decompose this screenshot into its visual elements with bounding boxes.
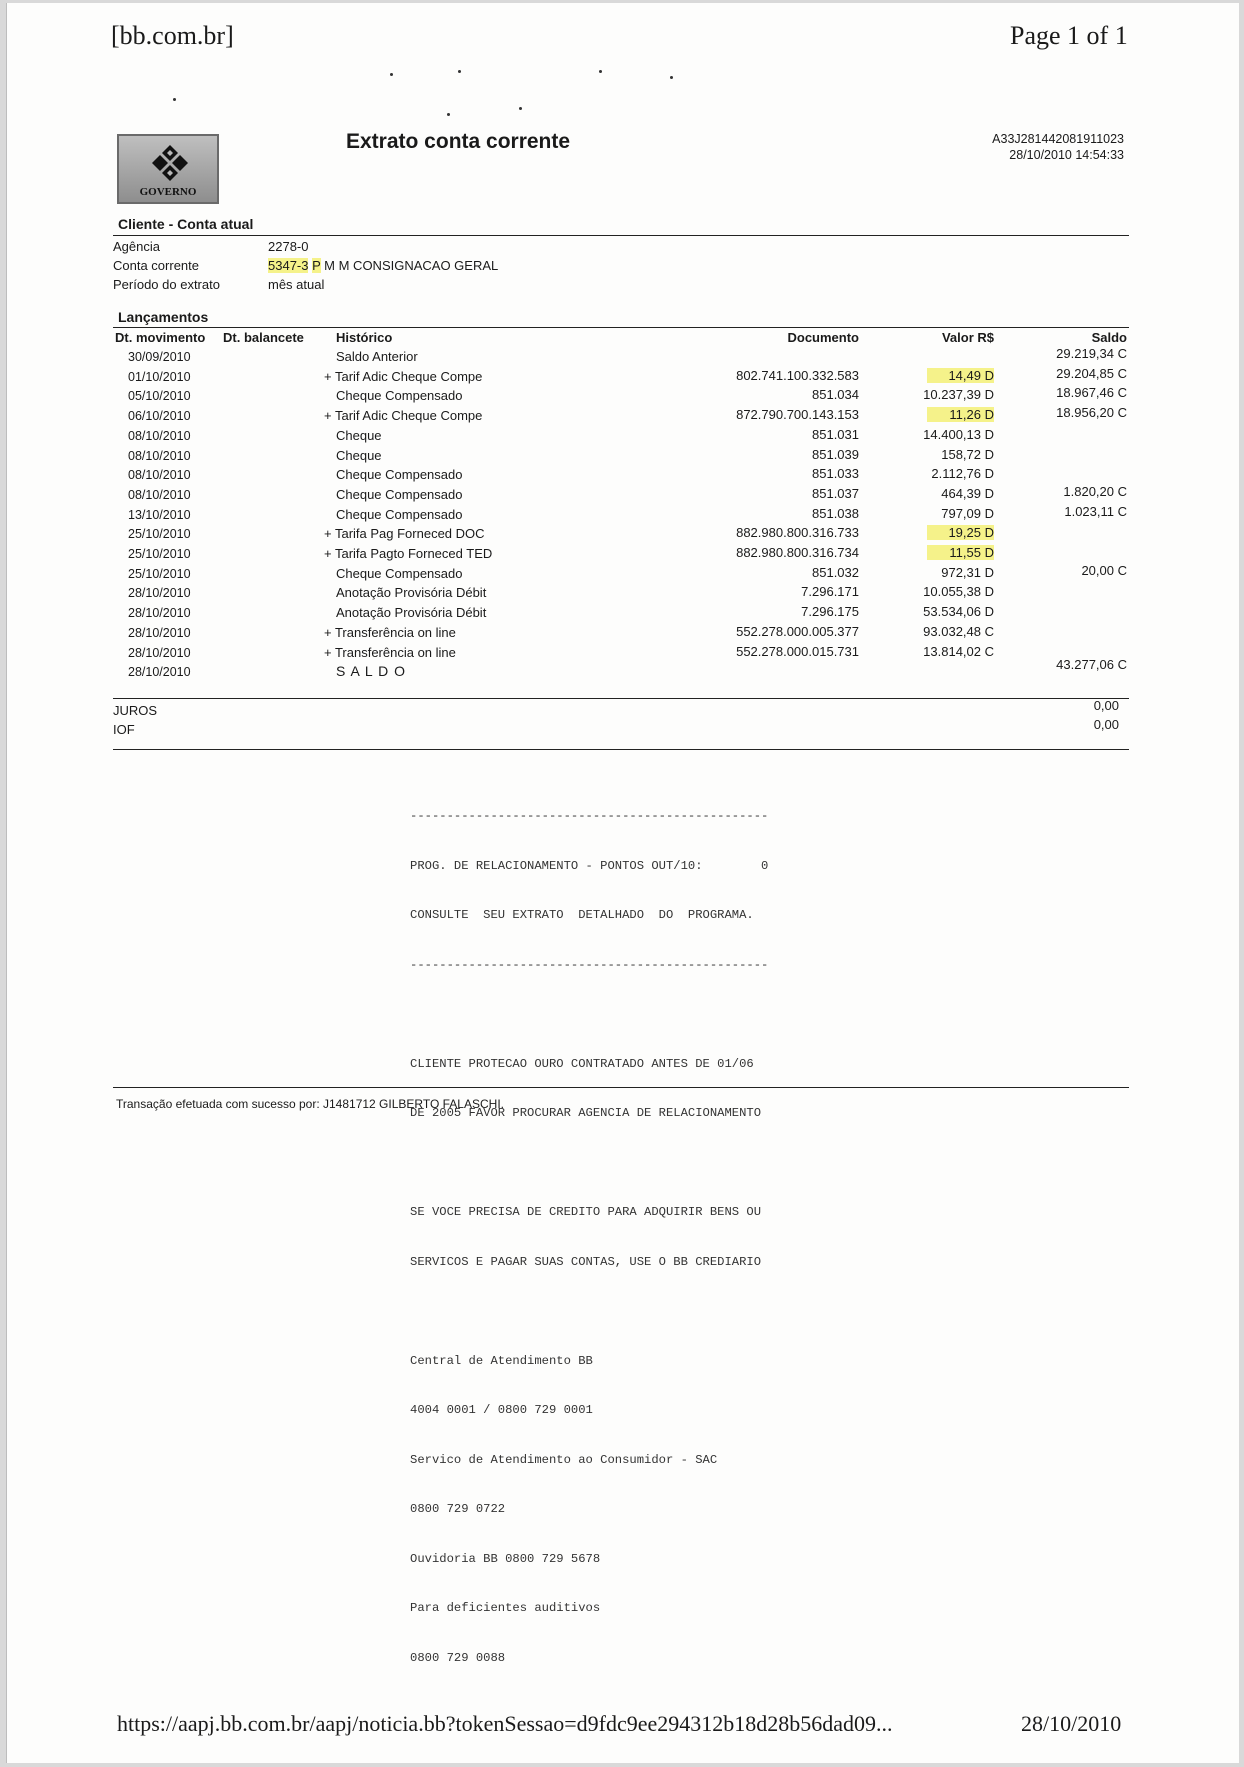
row-date: 08/10/2010 <box>128 468 191 483</box>
row-saldo: 18.967,46 C <box>1056 385 1127 401</box>
message-line: Ouvidoria BB 0800 729 5678 <box>410 1551 601 1566</box>
message-line: Central de Atendimento BB <box>410 1353 593 1368</box>
agencia-label: Agência <box>113 239 160 254</box>
divider <box>113 235 1129 236</box>
row-date: 13/10/2010 <box>128 507 191 522</box>
row-date: 28/10/2010 <box>128 606 191 621</box>
row-valor: 11,26 D <box>927 407 994 422</box>
scan-speck <box>173 98 176 101</box>
iof-label: IOF <box>113 722 135 737</box>
row-date: 30/09/2010 <box>128 350 191 364</box>
document-datetime: 28/10/2010 14:54:33 <box>1009 148 1124 162</box>
row-historico: + Tarif Adic Cheque Compe <box>324 408 483 424</box>
message-line: SERVICOS E PAGAR SUAS CONTAS, USE O BB CREDIARIO <box>410 1254 762 1269</box>
row-historico: Cheque <box>336 427 382 443</box>
row-documento: 851.034 <box>812 387 859 403</box>
header-valor: Valor R$ <box>941 330 994 345</box>
row-historico: + Transferência on line <box>324 624 456 640</box>
message-line: 0800 729 0088 <box>410 1650 506 1665</box>
row-date: 28/10/2010 <box>128 625 191 640</box>
header-dt-movimento: Dt. movimento <box>115 330 206 345</box>
message-line <box>410 1155 768 1172</box>
periodo-label: Período do extrato <box>113 277 220 292</box>
bank-logo <box>117 134 219 204</box>
print-footer-url: https://aapj.bb.com.br/aapj/noticia.bb?tokenSessao=d9fdc9ee294312b18d28b56dad09... <box>117 1711 893 1736</box>
agencia-value: 2278-0 <box>268 239 309 254</box>
message-line <box>410 1303 768 1320</box>
row-documento: 851.038 <box>812 505 859 521</box>
row-documento: 851.031 <box>812 426 859 442</box>
row-date: 28/10/2010 <box>128 586 191 601</box>
row-documento: 851.037 <box>812 485 859 501</box>
message-line: SE VOCE PRECISA DE CREDITO PARA ADQUIRIR BENS OU <box>410 1205 762 1219</box>
message-line: CONSULTE SEU EXTRATO DETALHADO DO PROGRAMA. <box>410 908 754 922</box>
row-documento: 851.039 <box>812 446 859 462</box>
periodo-value: mês atual <box>268 277 325 292</box>
document-id: A33J281442081911023 <box>992 132 1124 146</box>
divider <box>113 749 1129 750</box>
document-code <box>992 131 1124 163</box>
row-date: 25/10/2010 <box>128 547 191 561</box>
message-line <box>410 1006 768 1023</box>
row-valor: 10.237,39 D <box>923 387 994 403</box>
row-saldo: 1.023,11 C <box>1064 503 1127 519</box>
row-valor: 53.534,06 D <box>923 604 994 620</box>
row-valor: 14.400,13 D <box>923 426 994 442</box>
lancamentos-title: Lançamentos <box>118 309 209 325</box>
row-documento: 882.980.800.316.733 <box>736 525 859 541</box>
row-date: 05/10/2010 <box>128 389 191 404</box>
header-documento: Documento <box>787 330 859 345</box>
row-historico: Anotação Provisória Débit <box>336 585 487 601</box>
message-line: Servico de Atendimento ao Consumidor - SAC <box>410 1452 718 1467</box>
row-saldo: 43.277,06 C <box>1056 657 1127 673</box>
scan-speck <box>447 113 450 116</box>
scan-speck <box>390 73 393 76</box>
message-line: 4004 0001 / 0800 729 0001 <box>410 1403 593 1417</box>
row-documento: 882.980.800.316.734 <box>736 545 859 560</box>
divider <box>113 698 1129 699</box>
messages-block <box>410 775 768 1699</box>
row-historico: + Tarif Adic Cheque Compe <box>324 368 483 384</box>
row-historico: Cheque Compensado <box>336 486 463 502</box>
conta-number: 5347-3 <box>268 258 309 273</box>
row-historico: Anotação Provisória Débit <box>336 605 487 621</box>
row-historico: S A L D O <box>336 663 406 680</box>
message-line: CLIENTE PROTECAO OURO CONTRATADO ANTES DE 01/06 <box>410 1056 754 1071</box>
row-date: 25/10/2010 <box>128 566 191 581</box>
message-line: Para deficientes auditivos <box>410 1601 601 1615</box>
message-line: DE 2005 FAVOR PROCURAR AGENCIA DE RELACIONAMENTO <box>410 1106 762 1120</box>
statement-page <box>6 3 1239 1763</box>
row-date: 01/10/2010 <box>128 369 191 384</box>
message-line: ------------------------------------------------- <box>410 809 769 823</box>
row-historico: Saldo Anterior <box>336 349 418 364</box>
divider <box>113 1087 1129 1088</box>
row-date: 06/10/2010 <box>128 409 191 424</box>
row-historico: + Tarifa Pagto Forneced TED <box>324 546 493 561</box>
row-saldo: 29.219,34 C <box>1056 346 1127 361</box>
juros-label: JUROS <box>113 703 158 718</box>
row-date: 28/10/2010 <box>128 645 191 660</box>
row-valor: 158,72 D <box>941 446 994 462</box>
row-documento: 851.032 <box>812 564 859 580</box>
row-valor: 972,31 D <box>941 564 994 580</box>
row-documento: 552.278.000.015.731 <box>736 643 859 659</box>
client-section-title: Cliente - Conta atual <box>118 216 254 232</box>
row-valor: 93.032,48 C <box>923 623 994 639</box>
row-valor: 14,49 D <box>927 368 994 383</box>
juros-value: 0,00 <box>1093 698 1119 713</box>
row-historico: Cheque <box>336 447 382 463</box>
row-documento: 872.790.700.143.153 <box>736 407 859 423</box>
page-title: Extrato conta corrente <box>346 130 571 153</box>
logo-text: GOVERNO <box>139 186 197 198</box>
row-saldo: 1.820,20 C <box>1063 483 1127 499</box>
print-footer-date: 28/10/2010 <box>1021 1711 1122 1736</box>
conta-value <box>268 258 498 273</box>
row-date: 28/10/2010 <box>128 665 191 680</box>
row-saldo: 29.204,85 C <box>1056 365 1127 381</box>
row-date: 25/10/2010 <box>128 527 191 542</box>
row-documento: 802.741.100.332.583 <box>736 367 859 383</box>
row-date: 08/10/2010 <box>128 428 191 443</box>
bb-logo-icon <box>151 144 189 182</box>
row-historico: Cheque Compensado <box>336 565 463 581</box>
row-historico: + Tarifa Pag Forneced DOC <box>324 526 485 542</box>
row-historico: Cheque Compensado <box>336 388 463 404</box>
header-dt-balancete: Dt. balancete <box>223 330 304 345</box>
row-date: 08/10/2010 <box>128 448 191 463</box>
row-valor: 11,55 D <box>927 545 994 560</box>
row-valor: 13.814,02 C <box>923 643 994 659</box>
conta-name: M M CONSIGNACAO GERAL <box>324 258 499 273</box>
row-valor: 464,39 D <box>941 485 994 501</box>
message-line: PROG. DE RELACIONAMENTO - PONTOS OUT/10: 0 <box>410 858 769 873</box>
print-header-site: [bb.com.br] <box>111 21 234 50</box>
row-historico: Cheque Compensado <box>336 506 463 522</box>
row-historico: Cheque Compensado <box>336 467 463 483</box>
conta-p: P <box>312 258 321 273</box>
row-documento: 7.296.171 <box>801 584 859 600</box>
iof-value: 0,00 <box>1093 717 1119 732</box>
row-historico: + Transferência on line <box>324 644 456 660</box>
scan-speck <box>519 107 522 110</box>
row-valor: 797,09 D <box>941 505 994 521</box>
row-saldo: 20,00 C <box>1081 562 1127 578</box>
header-historico: Histórico <box>336 330 393 345</box>
row-valor: 19,25 D <box>927 525 994 540</box>
message-line: 0800 729 0722 <box>410 1502 506 1516</box>
scan-speck <box>599 70 602 73</box>
divider <box>113 327 1129 328</box>
row-documento: 552.278.000.005.377 <box>736 623 859 639</box>
row-valor: 2.112,76 D <box>931 466 994 482</box>
header-saldo: Saldo <box>1091 330 1127 345</box>
conta-label: Conta corrente <box>113 258 199 273</box>
row-documento: 7.296.175 <box>801 604 859 620</box>
scan-speck <box>458 70 461 73</box>
row-date: 08/10/2010 <box>128 487 191 502</box>
row-saldo: 18.956,20 C <box>1056 405 1127 421</box>
scan-speck <box>670 76 673 79</box>
message-line: ------------------------------------------------- <box>410 957 769 972</box>
transaction-note: Transação efetuada com sucesso por: J1481712 GILBERTO FALASCHI. <box>116 1097 504 1111</box>
print-header-page: Page 1 of 1 <box>1010 21 1128 50</box>
row-documento: 851.033 <box>812 466 859 482</box>
row-valor: 10.055,38 D <box>923 584 994 600</box>
